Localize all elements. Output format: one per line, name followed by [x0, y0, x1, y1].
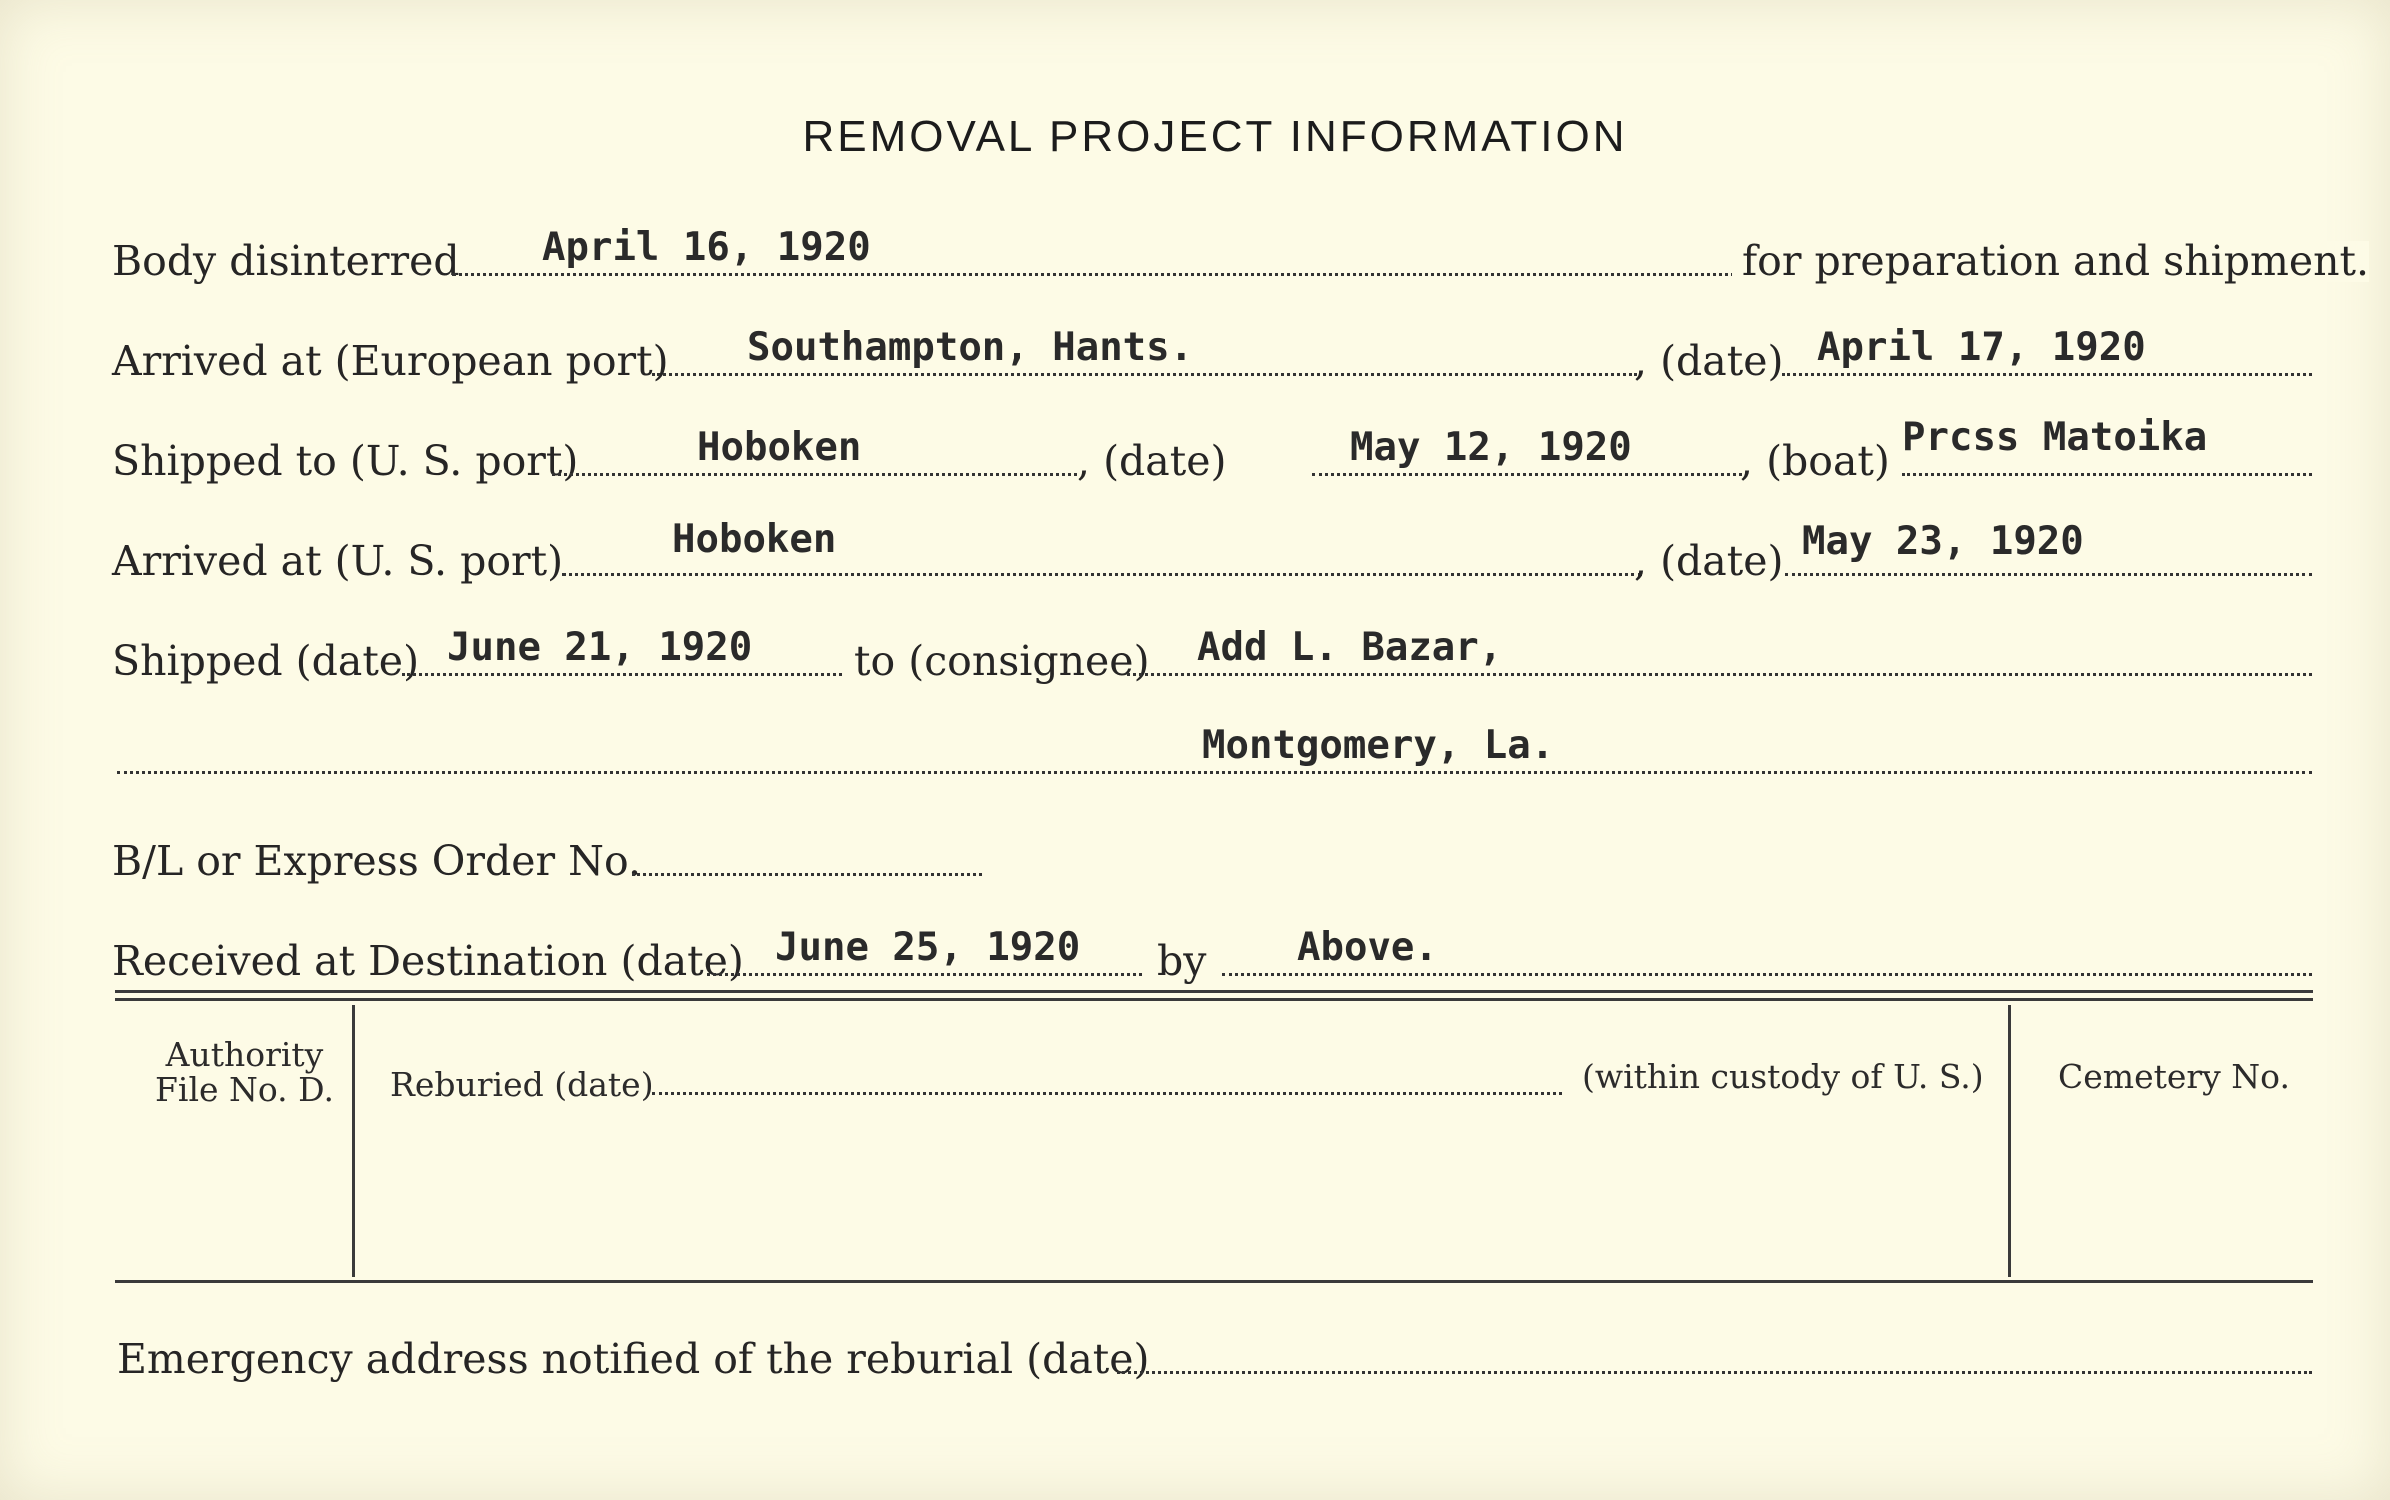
cemetery-label: Cemetery No.: [2058, 1057, 2290, 1096]
arrived-us-port-value: Hoboken: [672, 517, 837, 562]
row-european-port: [112, 312, 2312, 385]
consignee-value: Add L. Bazar,: [1197, 625, 1503, 670]
shipped-to-value: Hoboken: [697, 425, 862, 470]
body-disinterred-label: Body disinterred: [112, 237, 460, 285]
boat-label: , (boat): [1740, 437, 1890, 485]
european-date-value: April 17, 1920: [1817, 325, 2146, 370]
consignee-address-value: Montgomery, La.: [1202, 723, 1555, 768]
arrived-us-date-line: [1785, 573, 2312, 576]
european-port-value: Southampton, Hants.: [747, 325, 1194, 370]
reburied-line: [652, 1092, 1562, 1095]
shipped-to-date-line: [1312, 473, 1742, 476]
row-consignee-address: [112, 710, 2312, 780]
shipped-to-label: Shipped to (U. S. port): [112, 437, 579, 485]
received-by-line: [1222, 973, 2312, 976]
boat-value: Prcss Matoika: [1902, 415, 2208, 460]
box-top-rule: [115, 990, 2313, 993]
box-top-rule-inner: [115, 998, 2313, 1001]
emergency-address-label: Emergency address notified of the reburial (date): [117, 1335, 1150, 1383]
shipped-to-date-label: , (date): [1077, 437, 1227, 485]
shipped-date-value: June 21, 1920: [447, 625, 753, 670]
european-date-label: , (date): [1634, 337, 1784, 385]
shipped-date-label: Shipped (date): [112, 637, 420, 685]
page-title: REMOVAL PROJECT INFORMATION: [802, 112, 1628, 161]
arrived-us-date-value: May 23, 1920: [1802, 519, 2084, 564]
authority-label: Authority: [165, 1035, 324, 1074]
consignee-address-line: [117, 771, 2312, 774]
shipped-to-line: [552, 473, 1077, 476]
row-shipped-to: [112, 412, 2312, 485]
boat-line: [1902, 473, 2312, 476]
reburied-label: Reburied (date): [390, 1065, 654, 1104]
received-by-value: Above.: [1297, 925, 1438, 970]
received-by-label: by: [1157, 937, 1207, 985]
custody-label: (within custody of U. S.): [1582, 1057, 1984, 1096]
received-date-line: [707, 973, 1142, 976]
box-bottom-rule: [115, 1280, 2313, 1283]
received-date-value: June 25, 1920: [775, 925, 1081, 970]
bl-order-label: B/L or Express Order No.: [112, 837, 642, 885]
row-arrived-us-port: [112, 512, 2312, 585]
consignee-line: [1127, 673, 2312, 676]
shipped-to-date-value: May 12, 1920: [1350, 425, 1632, 470]
row-emergency-address: [112, 1310, 2312, 1383]
arrived-us-date-label: , (date): [1634, 537, 1784, 585]
european-port-label: Arrived at (European port): [112, 337, 669, 385]
european-date-line: [1782, 373, 2312, 376]
box-divider-right: [2008, 1005, 2011, 1277]
shipped-date-line: [402, 673, 842, 676]
bl-order-line: [632, 873, 982, 876]
arrived-us-port-line: [562, 573, 1642, 576]
consignee-label: to (consignee): [854, 637, 1150, 685]
row-bl-order: [112, 812, 2312, 885]
arrived-us-port-label: Arrived at (U. S. port): [112, 537, 564, 585]
emergency-address-line: [1117, 1371, 2312, 1374]
body-disinterred-value: April 16, 1920: [542, 225, 871, 270]
file-no-label: File No. D.: [155, 1069, 334, 1109]
received-destination-label: Received at Destination (date): [112, 937, 744, 985]
row-received-destination: [112, 912, 2312, 985]
row-body-disinterred: [112, 212, 2370, 285]
authority-file-cell: [155, 1035, 334, 1109]
box-divider-left: [352, 1005, 355, 1277]
european-port-line: [652, 373, 1637, 376]
row-shipped-date: [112, 612, 2312, 685]
body-disinterred-line: [452, 273, 1832, 276]
preparation-label: for preparation and shipment.: [1732, 241, 2369, 282]
